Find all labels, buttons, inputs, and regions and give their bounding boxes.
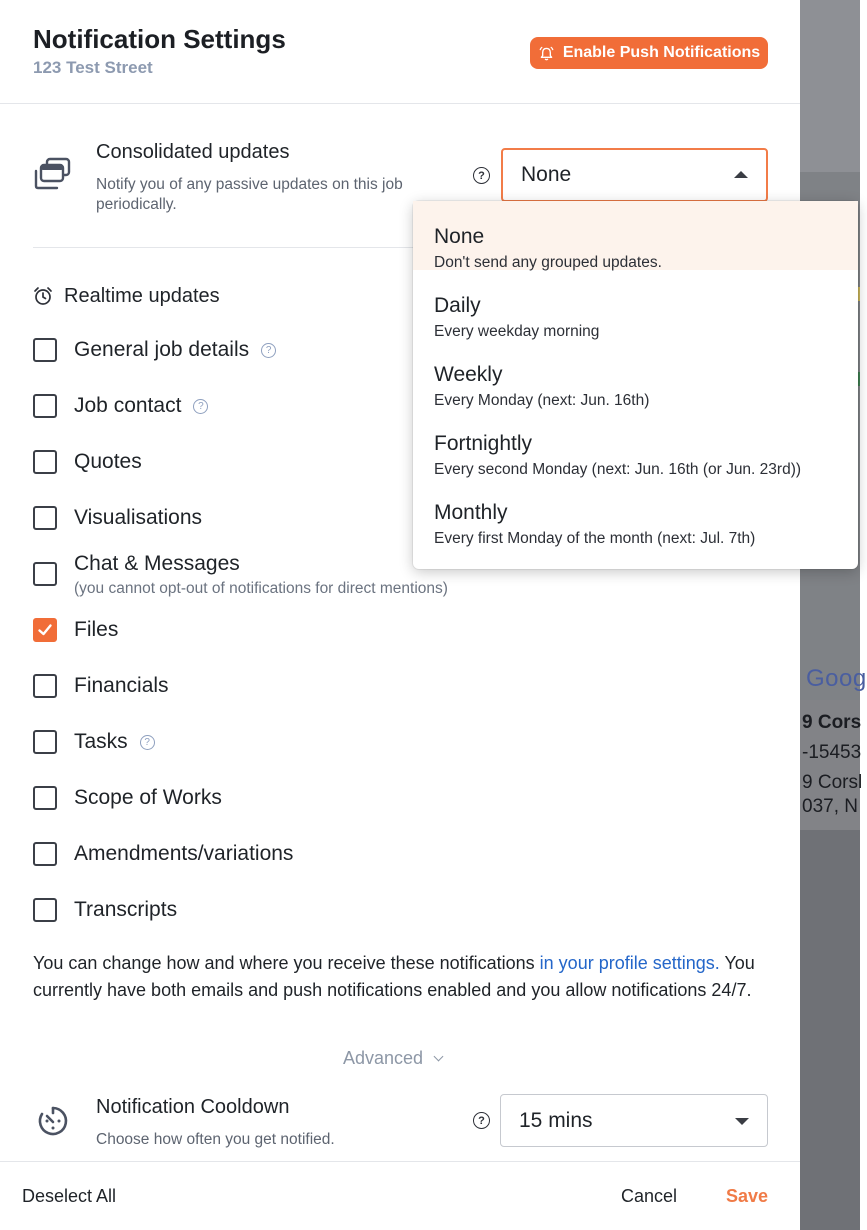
dropdown-option-none[interactable] (413, 201, 858, 270)
checkbox[interactable] (33, 338, 57, 362)
stacked-windows-icon (33, 157, 71, 191)
checkbox-label: Tasks (74, 730, 128, 753)
info-text-part: You currently have both emails and push notifications enabled and you allow notifications 24/7. (33, 953, 755, 1000)
checkbox[interactable] (33, 730, 57, 754)
checkbox[interactable] (33, 562, 57, 586)
bell-ringing-icon (538, 45, 555, 62)
cooldown-title: Notification Cooldown (96, 1096, 290, 1118)
option-label: Daily (434, 294, 481, 317)
page-title: Notification Settings (33, 24, 286, 54)
save-button[interactable]: Save (726, 1186, 769, 1206)
checkbox-row-job-contact[interactable] (33, 394, 208, 418)
alarm-clock-icon (33, 286, 53, 306)
checkbox-label: Amendments/variations (74, 842, 294, 865)
checkbox[interactable] (33, 450, 57, 474)
checkbox-row-financials[interactable] (33, 674, 169, 698)
cooldown-help-icon[interactable]: ? (473, 1112, 490, 1129)
option-label: Weekly (434, 363, 503, 386)
background-card (800, 700, 863, 830)
help-icon[interactable]: ? (261, 343, 276, 358)
help-icon[interactable]: ? (140, 735, 155, 750)
realtime-updates-title: Realtime updates (64, 285, 220, 307)
push-button-label: Enable Push Notifications (562, 44, 761, 61)
checkbox-label: Visualisations (74, 506, 203, 529)
modal-footer (0, 1161, 800, 1230)
background-text: 037, N (802, 796, 858, 817)
caret-up-icon (734, 171, 748, 178)
deselect-all-button[interactable]: Deselect All (22, 1186, 117, 1206)
option-label: Fortnightly (434, 432, 533, 455)
checkbox[interactable] (33, 674, 57, 698)
cooldown-select[interactable] (500, 1094, 768, 1147)
checkbox-label: General job details (74, 338, 250, 361)
chevron-down-icon (434, 1052, 444, 1062)
checkbox[interactable] (33, 394, 57, 418)
caret-down-icon (735, 1118, 749, 1125)
checkmark-icon (37, 622, 53, 638)
consolidated-frequency-select[interactable] (501, 148, 768, 202)
advanced-label: Advanced (343, 1048, 424, 1068)
checkbox[interactable] (33, 898, 57, 922)
background-text: 9 Corsl (802, 772, 863, 793)
option-description: Every Monday (next: Jun. 16th) (434, 392, 650, 409)
checkbox-row-general-job-details[interactable] (33, 338, 276, 362)
checkbox-row-scope-of-works[interactable] (33, 786, 222, 810)
dropdown-option-weekly[interactable] (413, 339, 858, 408)
background-text: 9 Cors (802, 712, 862, 733)
dropdown-option-fortnightly[interactable] (413, 408, 858, 477)
consolidated-dropdown-menu (413, 201, 858, 569)
option-description: Every weekday morning (434, 323, 600, 340)
checkbox-row-visualisations[interactable] (33, 506, 202, 530)
option-description: Every first Monday of the month (next: Jul. 7th) (434, 530, 756, 547)
background-overlay (800, 830, 860, 1230)
cooldown-description: Choose how often you get notified. (96, 1131, 335, 1148)
timer-icon (36, 1104, 70, 1138)
cancel-button[interactable]: Cancel (621, 1186, 678, 1206)
checkbox[interactable] (33, 842, 57, 866)
checkbox-label: Scope of Works (74, 786, 222, 809)
consolidated-selected-value: None (521, 163, 572, 186)
chat-messages-note: (you cannot opt-out of notifications for direct mentions) (74, 580, 448, 597)
checkbox-row-files[interactable] (33, 618, 118, 642)
profile-settings-link[interactable]: in your profile settings. (539, 953, 720, 973)
page-subtitle: 123 Test Street (33, 58, 153, 77)
checkbox-row-quotes[interactable] (33, 450, 142, 474)
help-icon[interactable]: ? (193, 399, 208, 414)
option-description: Every second Monday (next: Jun. 16th (or Jun. 23rd)) (434, 461, 802, 478)
cooldown-selected-value: 15 mins (519, 1108, 593, 1132)
checkbox-label: Quotes (74, 450, 142, 473)
checkbox[interactable] (33, 786, 57, 810)
option-label: None (434, 225, 485, 248)
dropdown-option-daily[interactable] (413, 270, 858, 339)
option-description: Don't send any grouped updates. (434, 254, 662, 271)
checkbox-row-tasks[interactable] (33, 730, 155, 754)
checkbox-label: Chat & Messages (74, 552, 240, 575)
checkbox[interactable] (33, 506, 57, 530)
checkbox-label: Financials (74, 674, 169, 697)
background-header (800, 0, 860, 172)
info-text-part: You can change how and where you receive these notifications (33, 953, 540, 973)
background-page (800, 0, 867, 1230)
checkbox-label: Files (74, 618, 119, 641)
background-text: -15453 (802, 742, 862, 763)
consolidated-updates-description: Notify you of any passive updates on this job periodically. (96, 176, 403, 213)
dropdown-option-monthly[interactable] (413, 477, 858, 546)
checkbox-row-amendments[interactable] (33, 842, 293, 866)
notification-info-text (33, 950, 773, 1003)
advanced-toggle[interactable] (343, 1048, 442, 1069)
modal-header (0, 0, 800, 104)
checkbox-checked[interactable] (33, 618, 57, 642)
consolidated-updates-title: Consolidated updates (96, 141, 290, 163)
enable-push-notifications-button[interactable] (530, 37, 768, 69)
consolidated-help-icon[interactable]: ? (473, 167, 490, 184)
checkbox-label: Job contact (74, 394, 182, 417)
option-label: Monthly (434, 501, 508, 524)
map-logo: Goog (806, 665, 867, 692)
checkbox-label: Transcripts (74, 898, 178, 921)
checkbox-row-transcripts[interactable] (33, 898, 177, 922)
